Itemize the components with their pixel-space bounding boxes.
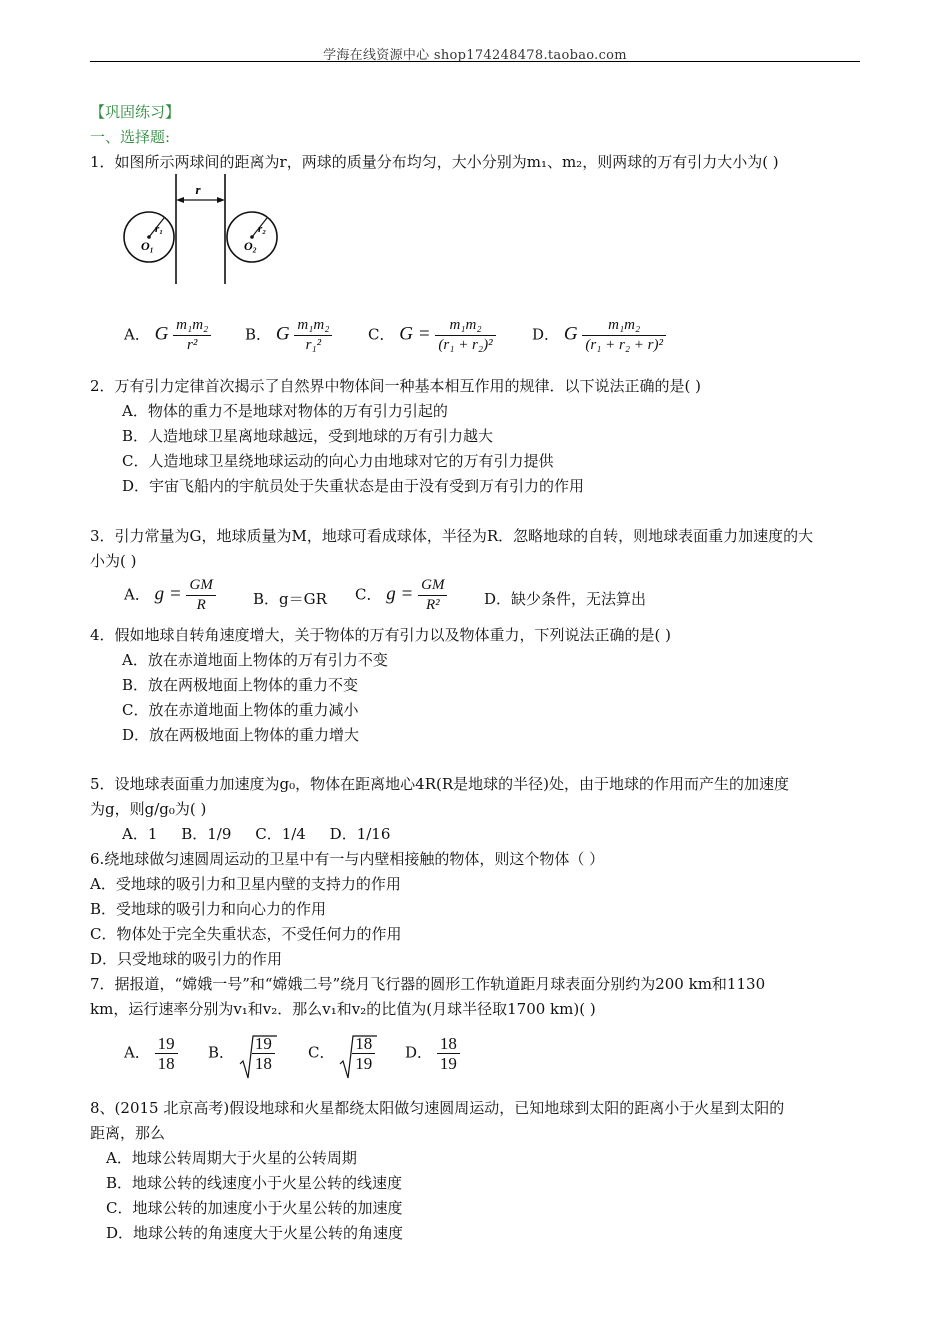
label-o1: O₁ bbox=[141, 239, 154, 253]
q1-b-label: B． bbox=[245, 325, 272, 344]
q1-d-label: D． bbox=[532, 325, 560, 344]
q4-option-a: A．放在赤道地面上物体的万有引力不变 bbox=[122, 651, 388, 669]
q1-figure bbox=[118, 172, 288, 288]
label-r1: r₁ bbox=[155, 223, 164, 235]
q3-c-g: g = bbox=[386, 583, 414, 605]
q3-stem-line1: 3．引力常量为G，地球质量为M，地球可看成球体，半径为R．忽略地球的自转，则地球表面重力加速度的大 bbox=[90, 527, 814, 545]
q5-stem-line1: 5．设地球表面重力加速度为g₀，物体在距离地心4R(R是地球的半径)处，由于地球的作用而产生的加速度 bbox=[90, 775, 789, 793]
q7-c-label: C． bbox=[308, 1043, 335, 1062]
q1-option-a bbox=[124, 316, 211, 355]
label-r2: r₂ bbox=[258, 223, 267, 235]
q7-d-label: D． bbox=[405, 1043, 433, 1062]
q4-option-b: B．放在两极地面上物体的重力不变 bbox=[122, 676, 359, 694]
q1-stem: 1．如图所示两球间的距离为r，两球的质量分布均匀，大小分别为m₁、m₂，则两球的万有引力大小为( ) bbox=[90, 153, 779, 171]
q2-stem: 2．万有引力定律首次揭示了自然界中物体间一种基本相互作用的规律．以下说法正确的是( ) bbox=[90, 377, 702, 395]
q7-c-fraction: $\frac{18}{19}$ bbox=[352, 1034, 375, 1073]
q6-option-c: C．物体处于完全失重状态，不受任何力的作用 bbox=[90, 925, 402, 943]
q3-a-g: g = bbox=[154, 583, 182, 605]
part-title: 一、选择题: bbox=[90, 128, 171, 146]
q1-a-label: A． bbox=[124, 325, 150, 344]
q7-stem-line1: 7．据报道，“嫦娥一号”和“嫦娥二号”绕月飞行器的圆形工作轨道距月球表面分别约为200 km和1130 bbox=[90, 975, 766, 993]
q8-option-c: C．地球公转的加速度小于火星公转的加速度 bbox=[106, 1199, 403, 1217]
q1-c-label: C． bbox=[368, 325, 395, 344]
q4-option-d: D．放在两极地面上物体的重力增大 bbox=[122, 726, 360, 744]
q1-c-G: G bbox=[399, 323, 413, 345]
q1-option-d bbox=[532, 316, 666, 355]
q5-options: A．1 B．1/9 C．1/4 D．1/16 bbox=[122, 825, 391, 843]
q8-option-b: B．地球公转的线速度小于火星公转的线速度 bbox=[106, 1174, 403, 1192]
q4-option-c: C．放在赤道地面上物体的重力减小 bbox=[122, 701, 359, 719]
q7-option-b bbox=[208, 1034, 275, 1073]
q1-c-fraction: $\frac{\text{m₁m₂}}{\text{(r₁ + r₂)²}}$ bbox=[435, 316, 495, 355]
q8-option-a: A．地球公转周期大于火星的公转周期 bbox=[106, 1149, 357, 1167]
q6-option-a: A．受地球的吸引力和卫星内壁的支持力的作用 bbox=[90, 875, 401, 893]
q1-d-fraction: $\frac{\text{m₁m₂}}{\text{(r₁ + r₂ + r)²}}$ bbox=[582, 316, 666, 355]
q3-a-fraction: $\frac{GM}{R}$ bbox=[186, 576, 215, 615]
q3-a-label: A． bbox=[124, 585, 150, 604]
q2-option-c: C．人造地球卫星绕地球运动的向心力由地球对它的万有引力提供 bbox=[122, 452, 554, 470]
q1-d-G: G bbox=[563, 323, 578, 345]
q3-option-a bbox=[124, 576, 216, 615]
q7-option-c bbox=[308, 1034, 375, 1073]
q2-option-a: A．物体的重力不是地球对物体的万有引力引起的 bbox=[122, 402, 448, 420]
q7-b-label: B． bbox=[208, 1043, 235, 1062]
q6-option-d: D．只受地球的吸引力的作用 bbox=[90, 950, 283, 968]
q8-stem-line1: 8、(2015 北京高考)假设地球和火星都绕太阳做匀速圆周运动，已知地球到太阳的距离小于火星到太阳的 bbox=[90, 1099, 785, 1117]
q3-c-fraction: $\frac{GM}{\text{R²}}$ bbox=[418, 576, 447, 615]
q7-d-fraction: $\frac{18}{19}$ bbox=[437, 1034, 460, 1073]
q3-option-d: D．缺少条件，无法算出 bbox=[484, 590, 647, 608]
page-header: 学海在线资源中心 shop174248478.taobao.com bbox=[323, 48, 627, 63]
q3-option-b: B．g＝GR bbox=[253, 590, 327, 608]
q7-c-sqrt bbox=[339, 1034, 375, 1073]
q8-option-d: D．地球公转的角速度大于火星公转的角速度 bbox=[106, 1224, 404, 1242]
q7-b-fraction: $\frac{19}{18}$ bbox=[252, 1034, 275, 1073]
q3-stem-line2: 小为( ) bbox=[90, 552, 137, 570]
q3-option-c bbox=[355, 576, 447, 615]
q1-b-fraction: $\frac{\text{m₁m₂}}{\text{r₁²}}$ bbox=[294, 316, 332, 355]
q7-option-a bbox=[124, 1034, 178, 1073]
q1-a-fraction: $\frac{\text{m₁m₂}}{\text{r²}}$ bbox=[173, 316, 211, 355]
q6-stem: 6.绕地球做匀速圆周运动的卫星中有一与内壁相接触的物体，则这个物体（ ） bbox=[90, 850, 605, 868]
q1-a-G: G bbox=[154, 323, 169, 345]
q1-option-c bbox=[368, 316, 496, 355]
q6-option-b: B．受地球的吸引力和向心力的作用 bbox=[90, 900, 327, 918]
q5-stem-line2: 为g，则g/g₀为( ) bbox=[90, 800, 207, 818]
q1-option-b bbox=[245, 316, 332, 355]
q1-c-eq: = bbox=[417, 323, 431, 345]
q7-a-fraction: $\frac{19}{18}$ bbox=[155, 1034, 178, 1073]
q8-stem-line2: 距离，那么 bbox=[90, 1124, 166, 1142]
q2-option-b: B．人造地球卫星离地球越远，受到地球的万有引力越大 bbox=[122, 427, 494, 445]
label-o2: O₂ bbox=[244, 239, 257, 253]
q1-b-G: G bbox=[275, 323, 290, 345]
label-r: r bbox=[195, 182, 201, 197]
header-rule bbox=[90, 61, 860, 62]
q4-stem: 4．假如地球自转角速度增大，关于物体的万有引力以及物体重力，下列说法正确的是( ) bbox=[90, 626, 672, 644]
q2-option-d: D．宇宙飞船内的宇航员处于失重状态是由于没有受到万有引力的作用 bbox=[122, 477, 585, 495]
q7-b-sqrt bbox=[239, 1034, 275, 1073]
q7-stem-line2: km，运行速率分别为v₁和v₂．那么v₁和v₂的比值为(月球半径取1700 km)( ) bbox=[90, 1000, 596, 1018]
q7-option-d bbox=[405, 1034, 460, 1073]
q7-a-label: A． bbox=[124, 1043, 150, 1062]
section-title: 【巩固练习】 bbox=[90, 103, 181, 121]
q3-c-label: C． bbox=[355, 585, 382, 604]
